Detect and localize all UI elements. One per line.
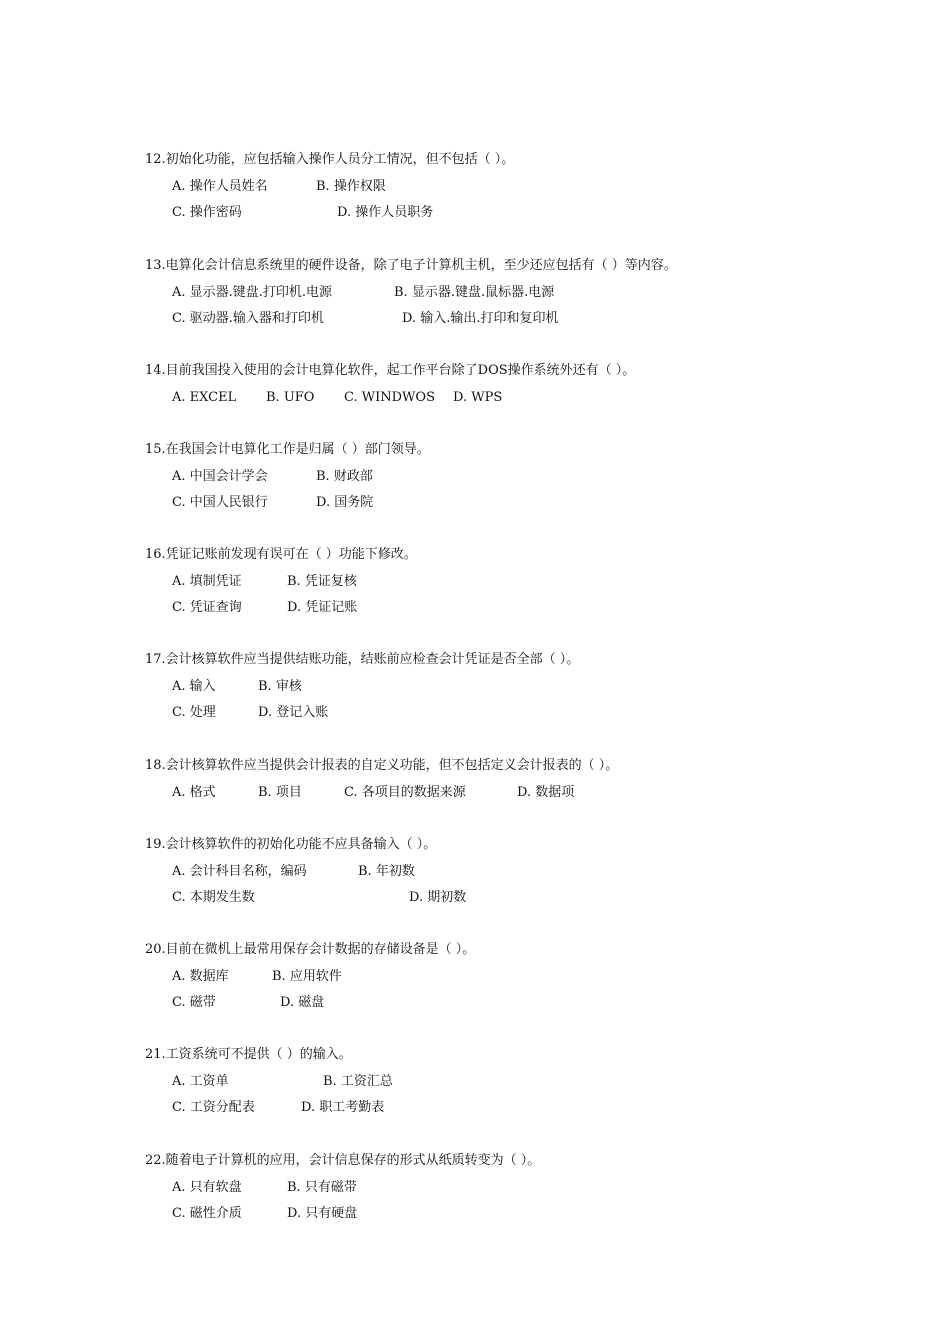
option-b: B. 操作权限 <box>316 179 386 194</box>
option-b: B. 只有磁带 <box>287 1180 357 1195</box>
option-d: D. 磁盘 <box>280 995 325 1010</box>
option-a: A. 操作人员姓名 <box>172 179 268 194</box>
option-a: A. 只有软盘 <box>172 1180 242 1195</box>
question-stem: 15.在我国会计电算化工作是归属（ ）部门领导。 <box>145 442 430 457</box>
option-a: A. 工资单 <box>172 1074 229 1089</box>
option-a: A. EXCEL <box>172 390 237 405</box>
option-b: B. 年初数 <box>358 864 415 879</box>
option-b: B. UFO <box>266 390 315 405</box>
option-a: A. 会计科目名称，编码 <box>172 864 307 879</box>
option-c: C. 磁带 <box>172 995 216 1010</box>
option-c: C. 中国人民银行 <box>172 495 268 510</box>
option-a: A. 格式 <box>172 785 216 800</box>
option-c: C. 磁性介质 <box>172 1206 242 1221</box>
question-stem: 16.凭证记账前发现有误可在（ ）功能下修改。 <box>145 547 417 562</box>
option-b: B. 财政部 <box>316 469 373 484</box>
question-stem: 21.工资系统可不提供（ ）的输入。 <box>145 1047 352 1062</box>
question-stem: 22.随着电子计算机的应用，会计信息保存的形式从纸质转变为（ ）。 <box>145 1153 541 1168</box>
option-d: D. 只有硬盘 <box>287 1206 358 1221</box>
question-stem: 17.会计核算软件应当提供结账功能，结账前应检查会计凭证是否全部（ ）。 <box>145 652 580 667</box>
option-c: C. 各项目的数据来源 <box>344 785 466 800</box>
option-b: B. 审核 <box>258 679 302 694</box>
option-b: B. 项目 <box>258 785 302 800</box>
option-c: C. 凭证查询 <box>172 600 242 615</box>
option-c: C. 本期发生数 <box>172 890 255 905</box>
option-d: D. 操作人员职务 <box>337 205 434 220</box>
option-d: D. 登记入账 <box>258 705 329 720</box>
option-c: C. 工资分配表 <box>172 1100 255 1115</box>
option-d: D. WPS <box>453 390 503 405</box>
option-d: D. 国务院 <box>316 495 374 510</box>
option-c: C. WINDWOS <box>344 390 435 405</box>
option-d: D. 职工考勤表 <box>301 1100 385 1115</box>
option-a: A. 输入 <box>172 679 216 694</box>
option-b: B. 显示器.键盘.鼠标器.电源 <box>394 285 555 300</box>
option-b: B. 应用软件 <box>272 969 342 984</box>
option-a: A. 显示器.键盘.打印机.电源 <box>172 285 333 300</box>
option-d: D. 凭证记账 <box>287 600 358 615</box>
option-d: D. 数据项 <box>517 785 575 800</box>
option-d: D. 期初数 <box>409 890 467 905</box>
option-a: A. 中国会计学会 <box>172 469 268 484</box>
question-stem: 18.会计核算软件应当提供会计报表的自定义功能，但不包括定义会计报表的（ ）。 <box>145 758 619 773</box>
question-stem: 13.电算化会计信息系统里的硬件设备，除了电子计算机主机，至少还应包括有（ ）等内容。 <box>145 258 677 273</box>
option-a: A. 填制凭证 <box>172 574 242 589</box>
question-stem: 12.初始化功能，应包括输入操作人员分工情况，但不包括（ ）。 <box>145 152 515 167</box>
option-b: B. 凭证复核 <box>287 574 357 589</box>
question-stem: 19.会计核算软件的初始化功能不应具备输入（ ）。 <box>145 837 437 852</box>
option-b: B. 工资汇总 <box>323 1074 393 1089</box>
option-d: D. 输入.输出.打印和复印机 <box>402 311 559 326</box>
option-a: A. 数据库 <box>172 969 229 984</box>
option-c: C. 驱动器.输入器和打印机 <box>172 311 324 326</box>
question-stem: 20.目前在微机上最常用保存会计数据的存储设备是（ ）。 <box>145 942 476 957</box>
option-c: C. 操作密码 <box>172 205 242 220</box>
option-c: C. 处理 <box>172 705 216 720</box>
question-stem: 14.目前我国投入使用的会计电算化软件，起工作平台除了DOS操作系统外还有（ ）。 <box>145 363 636 378</box>
